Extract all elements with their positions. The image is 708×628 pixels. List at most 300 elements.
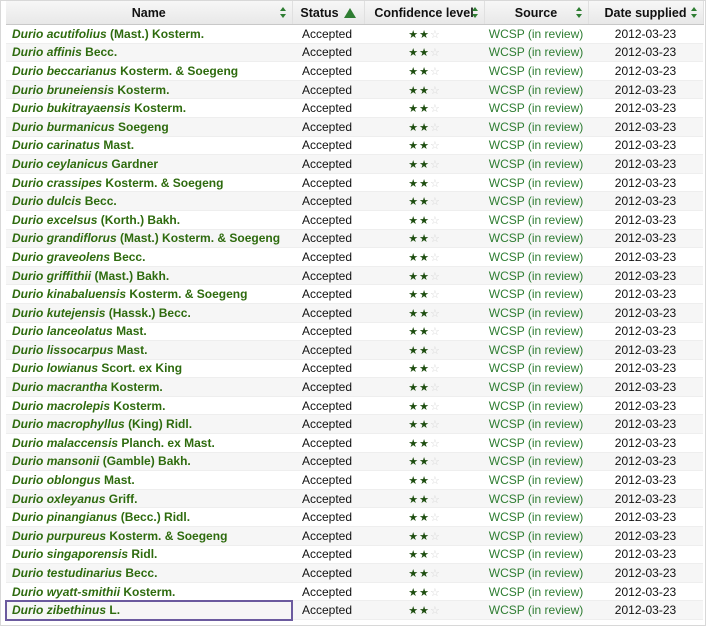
star-icon: ★	[408, 65, 419, 78]
source-link[interactable]: WCSP (in review)	[484, 248, 588, 267]
author-citation: Kosterm.	[134, 101, 187, 116]
author-citation: Griff.	[108, 491, 138, 506]
genus-name: Durio	[12, 528, 44, 543]
date-supplied-cell: 2012-03-23	[588, 489, 703, 508]
genus-name: Durio	[12, 138, 44, 153]
table-row[interactable]	[6, 155, 703, 174]
species-epithet: burmanicus	[46, 119, 115, 134]
column-header-confidence-label: Confidence level	[374, 5, 474, 20]
table-row[interactable]	[6, 229, 703, 248]
author-citation: Mast.	[116, 342, 148, 357]
source-link[interactable]: WCSP (in review)	[484, 117, 588, 136]
confidence-rating	[364, 80, 484, 99]
table-row[interactable]	[6, 285, 703, 304]
date-supplied-cell: 2012-03-23	[588, 452, 703, 471]
source-link[interactable]: WCSP (in review)	[484, 378, 588, 397]
star-icon: ★	[408, 530, 419, 543]
confidence-rating	[364, 508, 484, 527]
source-link[interactable]: WCSP (in review)	[484, 582, 588, 601]
genus-name: Durio	[12, 547, 44, 562]
genus-name: Durio	[12, 45, 44, 60]
star-icon: ☆	[429, 177, 440, 190]
genus-name: Durio	[12, 231, 44, 246]
star-icon: ★	[419, 382, 429, 395]
species-epithet: bukitrayaensis	[46, 101, 131, 116]
genus-name: Durio	[12, 342, 44, 357]
star-icon: ★	[419, 307, 429, 320]
source-link[interactable]: WCSP (in review)	[484, 229, 588, 248]
sort-arrows-icon[interactable]	[472, 7, 477, 18]
source-link[interactable]: WCSP (in review)	[484, 99, 588, 118]
species-name-link[interactable]	[6, 155, 292, 174]
star-rating	[408, 402, 440, 413]
star-rating	[408, 550, 440, 561]
source-link[interactable]: WCSP (in review)	[484, 155, 588, 174]
date-supplied-cell: 2012-03-23	[588, 173, 703, 192]
species-name-link[interactable]	[6, 452, 292, 471]
source-link[interactable]: WCSP (in review)	[484, 25, 588, 44]
species-name-link[interactable]	[6, 62, 292, 81]
sort-arrows-icon[interactable]	[691, 7, 696, 18]
species-name-link[interactable]	[6, 508, 292, 527]
sort-arrows-icon[interactable]	[280, 7, 285, 18]
star-icon: ☆	[429, 326, 440, 339]
sort-ascending-icon[interactable]	[344, 8, 356, 18]
species-name-link[interactable]	[6, 285, 292, 304]
source-link[interactable]: WCSP (in review)	[484, 341, 588, 360]
genus-name: Durio	[12, 584, 44, 599]
date-supplied-cell: 2012-03-23	[588, 248, 703, 267]
confidence-rating	[364, 136, 484, 155]
species-name-link[interactable]	[6, 471, 292, 490]
star-rating	[408, 160, 440, 171]
star-icon: ★	[408, 214, 419, 227]
status-cell: Accepted	[292, 471, 364, 490]
date-supplied-cell: 2012-03-23	[588, 564, 703, 583]
species-epithet: wyatt-smithii	[46, 584, 121, 599]
confidence-rating	[364, 155, 484, 174]
date-supplied-cell: 2012-03-23	[588, 210, 703, 229]
species-name-link[interactable]	[6, 266, 292, 285]
star-icon: ☆	[429, 363, 440, 376]
star-icon: ☆	[429, 233, 440, 246]
star-icon: ★	[408, 307, 419, 320]
source-link[interactable]: WCSP (in review)	[484, 173, 588, 192]
source-link[interactable]: WCSP (in review)	[484, 136, 588, 155]
star-icon: ★	[419, 289, 429, 302]
table-row[interactable]	[6, 80, 703, 99]
genus-name: Durio	[12, 324, 44, 339]
star-icon: ★	[419, 103, 429, 116]
status-cell: Accepted	[292, 359, 364, 378]
sort-arrows-icon[interactable]	[576, 7, 581, 18]
species-name-link[interactable]	[6, 545, 292, 564]
star-icon: ★	[419, 586, 429, 599]
date-supplied-cell: 2012-03-23	[588, 192, 703, 211]
star-rating	[408, 30, 440, 41]
table-row[interactable]	[6, 117, 703, 136]
table-row[interactable]	[6, 173, 703, 192]
star-rating	[408, 346, 440, 357]
table-row[interactable]	[6, 601, 703, 620]
species-name-link[interactable]	[6, 341, 292, 360]
status-cell: Accepted	[292, 80, 364, 99]
genus-name: Durio	[12, 63, 44, 78]
author-citation: (Becc.) Ridl.	[120, 510, 191, 525]
species-epithet: lowianus	[46, 361, 99, 376]
genus-name: Durio	[12, 398, 44, 413]
star-icon: ☆	[429, 289, 440, 302]
table-row[interactable]	[6, 452, 703, 471]
species-epithet: kinabaluensis	[46, 287, 127, 302]
author-citation: Becc.	[85, 45, 118, 60]
status-cell: Accepted	[292, 192, 364, 211]
column-header-date[interactable]	[588, 1, 703, 25]
confidence-rating	[364, 489, 484, 508]
star-icon: ★	[408, 363, 419, 376]
species-name-link[interactable]	[6, 601, 292, 620]
star-icon: ★	[419, 493, 429, 506]
star-rating	[408, 495, 440, 506]
column-header-name[interactable]	[6, 1, 292, 25]
date-supplied-cell: 2012-03-23	[588, 266, 703, 285]
table-row[interactable]	[6, 136, 703, 155]
confidence-rating	[364, 601, 484, 620]
star-rating	[408, 420, 440, 431]
table-row[interactable]	[6, 248, 703, 267]
species-epithet: kutejensis	[46, 305, 106, 320]
author-citation: Mast.	[103, 138, 135, 153]
star-icon: ★	[419, 214, 429, 227]
species-name-link[interactable]	[6, 415, 292, 434]
status-cell: Accepted	[292, 25, 364, 44]
genus-name: Durio	[12, 101, 44, 116]
author-citation: (Hassk.) Becc.	[108, 305, 191, 320]
species-epithet: singaporensis	[46, 547, 129, 562]
table-row[interactable]	[6, 415, 703, 434]
star-icon: ★	[419, 605, 429, 618]
star-icon: ☆	[429, 28, 440, 41]
species-name-link[interactable]	[6, 210, 292, 229]
star-icon: ★	[408, 103, 419, 116]
table-body	[6, 25, 703, 620]
source-link[interactable]: WCSP (in review)	[484, 62, 588, 81]
author-citation: Becc.	[84, 194, 117, 209]
date-supplied-cell: 2012-03-23	[588, 396, 703, 415]
star-rating	[408, 457, 440, 468]
confidence-rating	[364, 229, 484, 248]
genus-name: Durio	[12, 566, 44, 581]
date-supplied-cell: 2012-03-23	[588, 378, 703, 397]
author-citation: (Gamble) Bakh.	[102, 454, 191, 469]
star-icon: ★	[408, 512, 419, 525]
status-cell: Accepted	[292, 173, 364, 192]
star-icon: ☆	[429, 530, 440, 543]
star-icon: ☆	[429, 605, 440, 618]
star-icon: ★	[419, 177, 429, 190]
table-row[interactable]	[6, 564, 703, 583]
date-supplied-cell: 2012-03-23	[588, 43, 703, 62]
species-name-link[interactable]	[6, 99, 292, 118]
source-link[interactable]: WCSP (in review)	[484, 564, 588, 583]
star-icon: ★	[419, 28, 429, 41]
species-epithet: crassipes	[46, 175, 103, 190]
species-name-link[interactable]	[6, 378, 292, 397]
confidence-rating	[364, 434, 484, 453]
confidence-rating	[364, 62, 484, 81]
status-cell: Accepted	[292, 434, 364, 453]
star-icon: ☆	[429, 214, 440, 227]
star-rating	[408, 327, 440, 338]
date-supplied-cell: 2012-03-23	[588, 508, 703, 527]
star-icon: ★	[408, 586, 419, 599]
star-icon: ★	[408, 84, 419, 97]
table-row[interactable]	[6, 359, 703, 378]
star-rating	[408, 234, 440, 245]
source-link[interactable]: WCSP (in review)	[484, 303, 588, 322]
column-header-confidence[interactable]	[364, 1, 484, 25]
confidence-rating	[364, 285, 484, 304]
column-header-source-label: Source	[514, 5, 558, 20]
species-name-link[interactable]	[6, 248, 292, 267]
source-link[interactable]: WCSP (in review)	[484, 434, 588, 453]
genus-name: Durio	[12, 305, 44, 320]
confidence-rating	[364, 266, 484, 285]
confidence-rating	[364, 359, 484, 378]
star-icon: ☆	[429, 512, 440, 525]
confidence-rating	[364, 43, 484, 62]
species-epithet: macrantha	[46, 380, 108, 395]
table-row[interactable]	[6, 322, 703, 341]
status-cell: Accepted	[292, 248, 364, 267]
star-icon: ★	[419, 419, 429, 432]
species-epithet: dulcis	[46, 194, 82, 209]
source-link[interactable]: WCSP (in review)	[484, 527, 588, 546]
genus-name: Durio	[12, 26, 44, 41]
star-icon: ★	[419, 65, 429, 78]
species-name-link[interactable]	[6, 303, 292, 322]
source-link[interactable]: WCSP (in review)	[484, 508, 588, 527]
star-icon: ★	[408, 568, 419, 581]
species-epithet: excelsus	[46, 212, 98, 227]
status-cell: Accepted	[292, 43, 364, 62]
star-icon: ★	[408, 289, 419, 302]
species-name-link[interactable]	[6, 564, 292, 583]
status-cell: Accepted	[292, 545, 364, 564]
author-citation: Kosterm.	[117, 82, 170, 97]
star-icon: ★	[408, 270, 419, 283]
date-supplied-cell: 2012-03-23	[588, 601, 703, 620]
species-name-link[interactable]	[6, 582, 292, 601]
status-cell: Accepted	[292, 396, 364, 415]
species-epithet: pinangianus	[46, 510, 118, 525]
table-row[interactable]	[6, 545, 703, 564]
confidence-rating	[364, 210, 484, 229]
star-rating	[408, 216, 440, 227]
column-header-date-label: Date supplied	[604, 5, 687, 20]
date-supplied-cell: 2012-03-23	[588, 80, 703, 99]
date-supplied-cell: 2012-03-23	[588, 155, 703, 174]
star-icon: ☆	[429, 158, 440, 171]
genus-name: Durio	[12, 268, 44, 283]
date-supplied-cell: 2012-03-23	[588, 136, 703, 155]
confidence-rating	[364, 99, 484, 118]
table-row[interactable]	[6, 62, 703, 81]
star-icon: ★	[419, 140, 429, 153]
table-row[interactable]	[6, 396, 703, 415]
source-link[interactable]: WCSP (in review)	[484, 285, 588, 304]
species-epithet: beccarianus	[46, 63, 117, 78]
author-citation: (Korth.) Bakh.	[100, 212, 181, 227]
star-icon: ★	[408, 456, 419, 469]
confidence-rating	[364, 545, 484, 564]
species-epithet: purpureus	[46, 528, 107, 543]
table-row[interactable]	[6, 471, 703, 490]
table-row[interactable]	[6, 582, 703, 601]
table-row[interactable]	[6, 341, 703, 360]
date-supplied-cell: 2012-03-23	[588, 471, 703, 490]
status-cell: Accepted	[292, 136, 364, 155]
star-rating	[408, 569, 440, 580]
table-row[interactable]	[6, 266, 703, 285]
source-link[interactable]: WCSP (in review)	[484, 192, 588, 211]
confidence-rating	[364, 173, 484, 192]
date-supplied-cell: 2012-03-23	[588, 62, 703, 81]
star-icon: ☆	[429, 65, 440, 78]
status-cell: Accepted	[292, 601, 364, 620]
date-supplied-cell: 2012-03-23	[588, 527, 703, 546]
author-citation: Soegeng	[118, 119, 169, 134]
species-name-link[interactable]	[6, 173, 292, 192]
date-supplied-cell: 2012-03-23	[588, 229, 703, 248]
star-icon: ☆	[429, 493, 440, 506]
table-row[interactable]	[6, 303, 703, 322]
source-link[interactable]: WCSP (in review)	[484, 396, 588, 415]
star-icon: ★	[408, 493, 419, 506]
star-icon: ★	[408, 233, 419, 246]
author-citation: Ridl.	[131, 547, 158, 562]
species-epithet: macrophyllus	[46, 417, 125, 432]
date-supplied-cell: 2012-03-23	[588, 582, 703, 601]
species-name-link[interactable]	[6, 25, 292, 44]
star-icon: ★	[408, 140, 419, 153]
column-header-source[interactable]	[484, 1, 588, 25]
star-rating	[408, 309, 440, 320]
species-epithet: lanceolatus	[46, 324, 113, 339]
source-link[interactable]: WCSP (in review)	[484, 43, 588, 62]
species-name-link[interactable]	[6, 396, 292, 415]
source-link[interactable]: WCSP (in review)	[484, 471, 588, 490]
table-row[interactable]	[6, 508, 703, 527]
source-link[interactable]: WCSP (in review)	[484, 415, 588, 434]
confidence-rating	[364, 248, 484, 267]
species-name-link[interactable]	[6, 434, 292, 453]
date-supplied-cell: 2012-03-23	[588, 285, 703, 304]
author-citation: (Mast.) Bakh.	[94, 268, 170, 283]
star-icon: ★	[408, 28, 419, 41]
species-name-link[interactable]	[6, 527, 292, 546]
species-epithet: griffithii	[46, 268, 92, 283]
table-row[interactable]	[6, 192, 703, 211]
star-rating	[408, 272, 440, 283]
author-citation: Planch. ex Mast.	[121, 435, 215, 450]
table-row[interactable]	[6, 99, 703, 118]
species-name-link[interactable]	[6, 322, 292, 341]
table-row[interactable]	[6, 434, 703, 453]
species-name-link[interactable]	[6, 192, 292, 211]
source-link[interactable]: WCSP (in review)	[484, 601, 588, 620]
table-header	[6, 1, 703, 25]
star-icon: ☆	[429, 307, 440, 320]
star-icon: ★	[419, 47, 429, 60]
confidence-rating	[364, 303, 484, 322]
star-icon: ★	[419, 530, 429, 543]
species-epithet: carinatus	[46, 138, 101, 153]
table-row[interactable]	[6, 378, 703, 397]
source-link[interactable]: WCSP (in review)	[484, 210, 588, 229]
species-name-link[interactable]	[6, 489, 292, 508]
source-link[interactable]: WCSP (in review)	[484, 80, 588, 99]
source-link[interactable]: WCSP (in review)	[484, 489, 588, 508]
author-citation: (King) Ridl.	[128, 417, 193, 432]
table-row[interactable]	[6, 527, 703, 546]
date-supplied-cell: 2012-03-23	[588, 117, 703, 136]
star-icon: ☆	[429, 456, 440, 469]
genus-name: Durio	[12, 603, 44, 618]
table-row[interactable]	[6, 489, 703, 508]
source-link[interactable]: WCSP (in review)	[484, 452, 588, 471]
column-header-status[interactable]	[292, 1, 364, 25]
species-name-link[interactable]	[6, 117, 292, 136]
star-rating	[408, 179, 440, 190]
species-name-link[interactable]	[6, 229, 292, 248]
star-icon: ★	[408, 47, 419, 60]
source-link[interactable]: WCSP (in review)	[484, 545, 588, 564]
source-link[interactable]: WCSP (in review)	[484, 359, 588, 378]
table-row[interactable]	[6, 210, 703, 229]
star-icon: ★	[408, 251, 419, 264]
star-icon: ★	[408, 475, 419, 488]
species-name-link[interactable]	[6, 136, 292, 155]
star-icon: ☆	[429, 103, 440, 116]
star-icon: ☆	[429, 475, 440, 488]
confidence-rating	[364, 415, 484, 434]
table-row[interactable]	[6, 25, 703, 44]
species-name-link[interactable]	[6, 43, 292, 62]
table-row[interactable]	[6, 43, 703, 62]
status-cell: Accepted	[292, 266, 364, 285]
status-cell: Accepted	[292, 527, 364, 546]
status-cell: Accepted	[292, 210, 364, 229]
source-link[interactable]: WCSP (in review)	[484, 266, 588, 285]
species-name-link[interactable]	[6, 80, 292, 99]
star-icon: ★	[419, 344, 429, 357]
confidence-rating	[364, 471, 484, 490]
author-citation: Mast.	[116, 324, 147, 339]
source-link[interactable]: WCSP (in review)	[484, 322, 588, 341]
species-name-link[interactable]	[6, 359, 292, 378]
species-epithet: zibethinus	[46, 603, 107, 618]
date-supplied-cell: 2012-03-23	[588, 322, 703, 341]
star-rating	[408, 439, 440, 450]
author-citation: Kosterm. & Soegeng	[120, 63, 239, 78]
star-rating	[408, 123, 440, 134]
star-rating	[408, 383, 440, 394]
star-icon: ★	[419, 196, 429, 209]
species-epithet: mansonii	[46, 454, 100, 469]
status-cell: Accepted	[292, 229, 364, 248]
status-cell: Accepted	[292, 285, 364, 304]
